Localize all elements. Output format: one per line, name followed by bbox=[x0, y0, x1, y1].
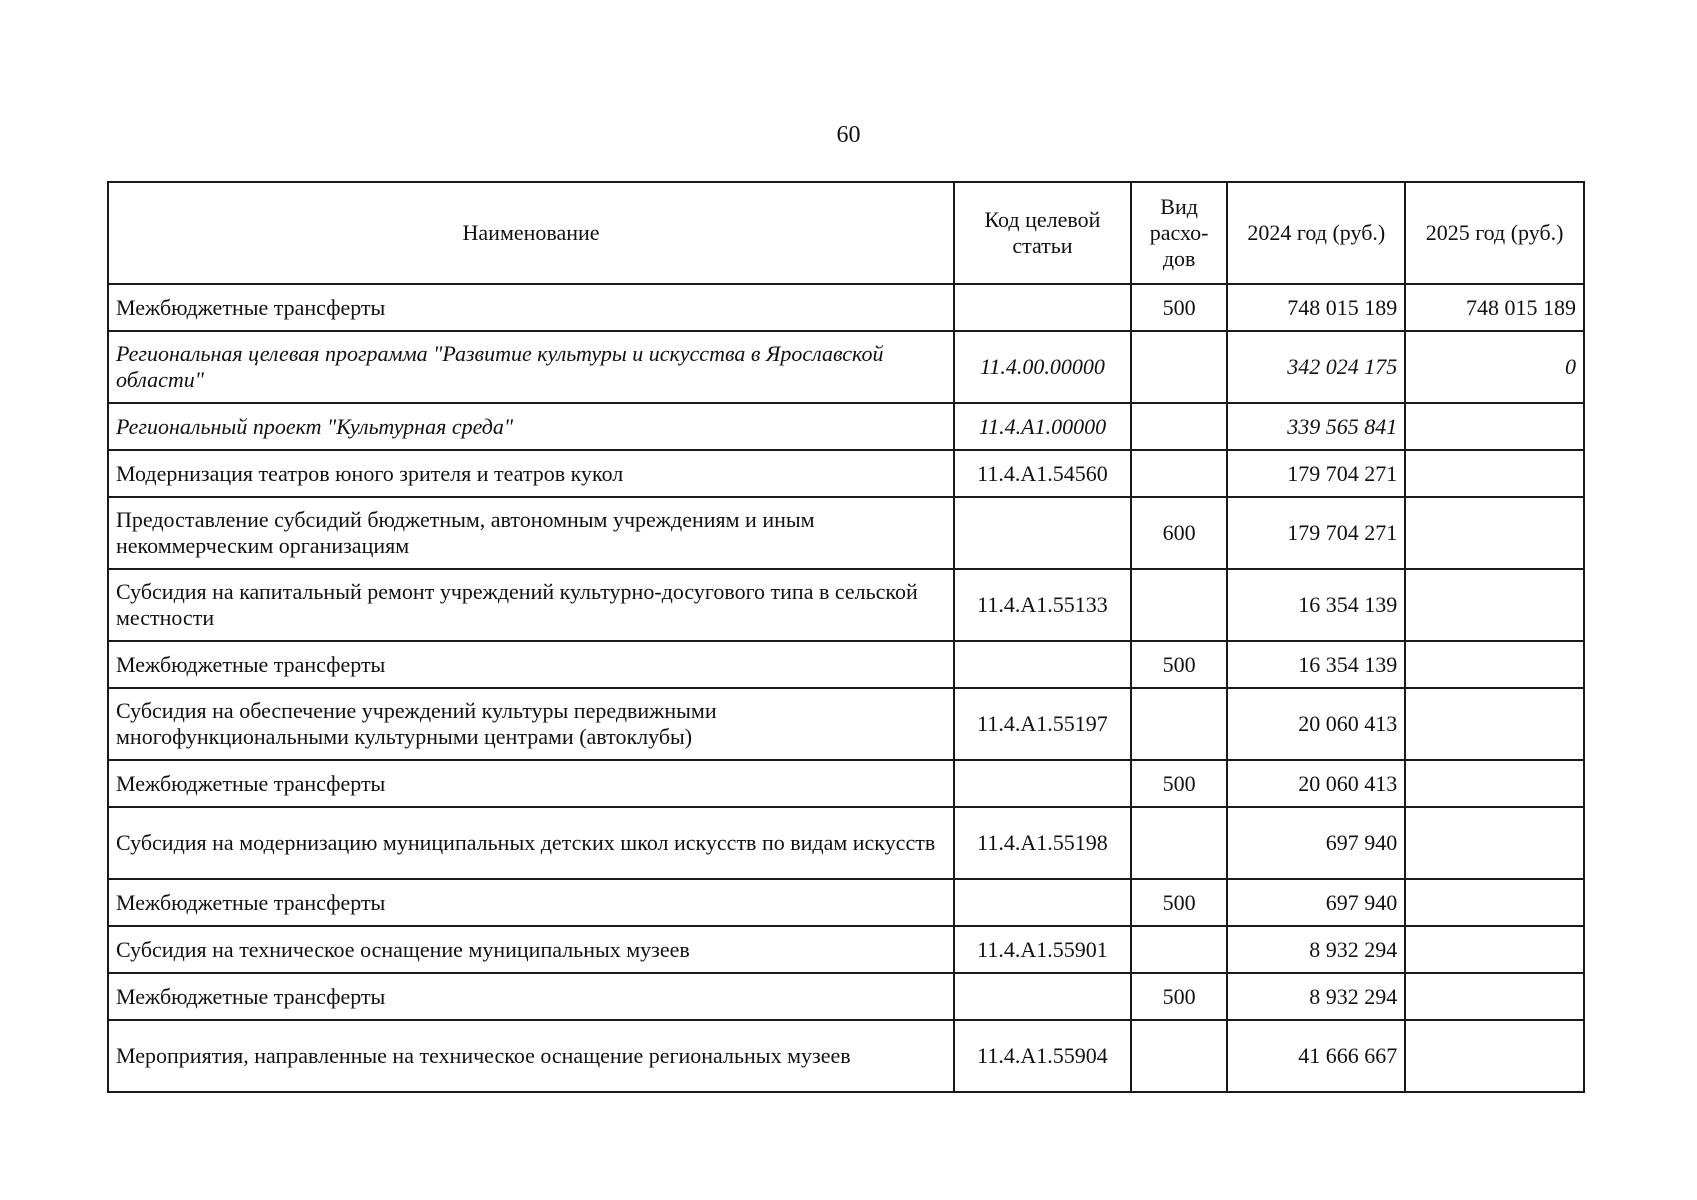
row-name: Межбюджетные трансферты bbox=[108, 973, 954, 1020]
row-name: Региональная целевая программа "Развитие культуры и искусства в Ярославской области" bbox=[108, 331, 954, 403]
row-expense-type: 500 bbox=[1131, 879, 1228, 926]
header-year-2025: 2025 год (руб.) bbox=[1405, 182, 1584, 284]
row-amount-2025: 748 015 189 bbox=[1405, 284, 1584, 331]
row-name: Межбюджетные трансферты bbox=[108, 641, 954, 688]
row-amount-2025 bbox=[1405, 641, 1584, 688]
row-name: Региональный проект "Культурная среда" bbox=[108, 403, 954, 450]
row-expense-type bbox=[1131, 688, 1228, 760]
row-amount-2025 bbox=[1405, 450, 1584, 497]
row-name: Субсидия на техническое оснащение муниципальных музеев bbox=[108, 926, 954, 973]
row-amount-2024: 16 354 139 bbox=[1227, 641, 1405, 688]
row-code: 11.4.00.00000 bbox=[954, 331, 1131, 403]
row-code: 11.4.A1.00000 bbox=[954, 403, 1131, 450]
row-code bbox=[954, 497, 1131, 569]
row-amount-2024: 697 940 bbox=[1227, 879, 1405, 926]
row-amount-2024: 179 704 271 bbox=[1227, 497, 1405, 569]
row-expense-type: 500 bbox=[1131, 284, 1228, 331]
table-row bbox=[108, 879, 1584, 926]
header-name: Наименование bbox=[108, 182, 954, 284]
table-row bbox=[108, 973, 1584, 1020]
table-row bbox=[108, 1020, 1584, 1092]
row-amount-2025 bbox=[1405, 807, 1584, 879]
header-year-2024: 2024 год (руб.) bbox=[1227, 182, 1405, 284]
table-row bbox=[108, 284, 1584, 331]
row-amount-2024: 20 060 413 bbox=[1227, 760, 1405, 807]
budget-table bbox=[107, 181, 1585, 1093]
header-code: Код целевой статьи bbox=[954, 182, 1131, 284]
row-amount-2024: 748 015 189 bbox=[1227, 284, 1405, 331]
row-name: Субсидия на обеспечение учреждений культуры передвижными многофункциональными культурными центрами (автоклубы) bbox=[108, 688, 954, 760]
row-amount-2024: 697 940 bbox=[1227, 807, 1405, 879]
row-code: 11.4.A1.55904 bbox=[954, 1020, 1131, 1092]
row-expense-type bbox=[1131, 926, 1228, 973]
row-amount-2025 bbox=[1405, 688, 1584, 760]
row-expense-type: 500 bbox=[1131, 760, 1228, 807]
table-row bbox=[108, 497, 1584, 569]
row-code bbox=[954, 641, 1131, 688]
row-code: 11.4.A1.54560 bbox=[954, 450, 1131, 497]
row-code bbox=[954, 879, 1131, 926]
row-name: Межбюджетные трансферты bbox=[108, 879, 954, 926]
row-amount-2024: 8 932 294 bbox=[1227, 973, 1405, 1020]
row-code: 11.4.A1.55198 bbox=[954, 807, 1131, 879]
header-expense-type: Вид расхо-дов bbox=[1131, 182, 1228, 284]
table-row bbox=[108, 926, 1584, 973]
row-name: Субсидия на модернизацию муниципальных детских школ искусств по видам искусств bbox=[108, 807, 954, 879]
row-amount-2024: 8 932 294 bbox=[1227, 926, 1405, 973]
table-row bbox=[108, 641, 1584, 688]
row-amount-2024: 339 565 841 bbox=[1227, 403, 1405, 450]
row-amount-2025 bbox=[1405, 497, 1584, 569]
row-amount-2024: 342 024 175 bbox=[1227, 331, 1405, 403]
row-amount-2025 bbox=[1405, 926, 1584, 973]
table-row bbox=[108, 760, 1584, 807]
table-row bbox=[108, 331, 1584, 403]
row-amount-2025 bbox=[1405, 879, 1584, 926]
row-expense-type bbox=[1131, 403, 1228, 450]
table-row bbox=[108, 807, 1584, 879]
table-row bbox=[108, 403, 1584, 450]
row-code: 11.4.A1.55197 bbox=[954, 688, 1131, 760]
row-amount-2024: 41 666 667 bbox=[1227, 1020, 1405, 1092]
row-amount-2025 bbox=[1405, 1020, 1584, 1092]
row-expense-type: 500 bbox=[1131, 973, 1228, 1020]
row-amount-2024: 20 060 413 bbox=[1227, 688, 1405, 760]
table-row bbox=[108, 688, 1584, 760]
row-expense-type bbox=[1131, 569, 1228, 641]
row-amount-2025 bbox=[1405, 973, 1584, 1020]
row-expense-type: 500 bbox=[1131, 641, 1228, 688]
row-expense-type bbox=[1131, 807, 1228, 879]
row-name: Модернизация театров юного зрителя и театров кукол bbox=[108, 450, 954, 497]
row-amount-2025 bbox=[1405, 760, 1584, 807]
row-amount-2024: 179 704 271 bbox=[1227, 450, 1405, 497]
row-amount-2024: 16 354 139 bbox=[1227, 569, 1405, 641]
row-expense-type bbox=[1131, 331, 1228, 403]
row-expense-type bbox=[1131, 450, 1228, 497]
table-row bbox=[108, 569, 1584, 641]
row-name: Мероприятия, направленные на техническое оснащение региональных музеев bbox=[108, 1020, 954, 1092]
row-name: Предоставление субсидий бюджетным, автономным учреждениям и иным некоммерческим организациям bbox=[108, 497, 954, 569]
table-header-row bbox=[108, 182, 1584, 284]
row-expense-type: 600 bbox=[1131, 497, 1228, 569]
row-code: 11.4.A1.55901 bbox=[954, 926, 1131, 973]
row-amount-2025 bbox=[1405, 403, 1584, 450]
row-code bbox=[954, 973, 1131, 1020]
row-code bbox=[954, 760, 1131, 807]
row-name: Межбюджетные трансферты bbox=[108, 760, 954, 807]
row-amount-2025 bbox=[1405, 569, 1584, 641]
row-code bbox=[954, 284, 1131, 331]
row-expense-type bbox=[1131, 1020, 1228, 1092]
row-name: Субсидия на капитальный ремонт учреждений культурно-досугового типа в сельской местности bbox=[108, 569, 954, 641]
row-code: 11.4.A1.55133 bbox=[954, 569, 1131, 641]
row-amount-2025: 0 bbox=[1405, 331, 1584, 403]
page-number: 60 bbox=[836, 122, 861, 148]
table-row bbox=[108, 450, 1584, 497]
row-name: Межбюджетные трансферты bbox=[108, 284, 954, 331]
